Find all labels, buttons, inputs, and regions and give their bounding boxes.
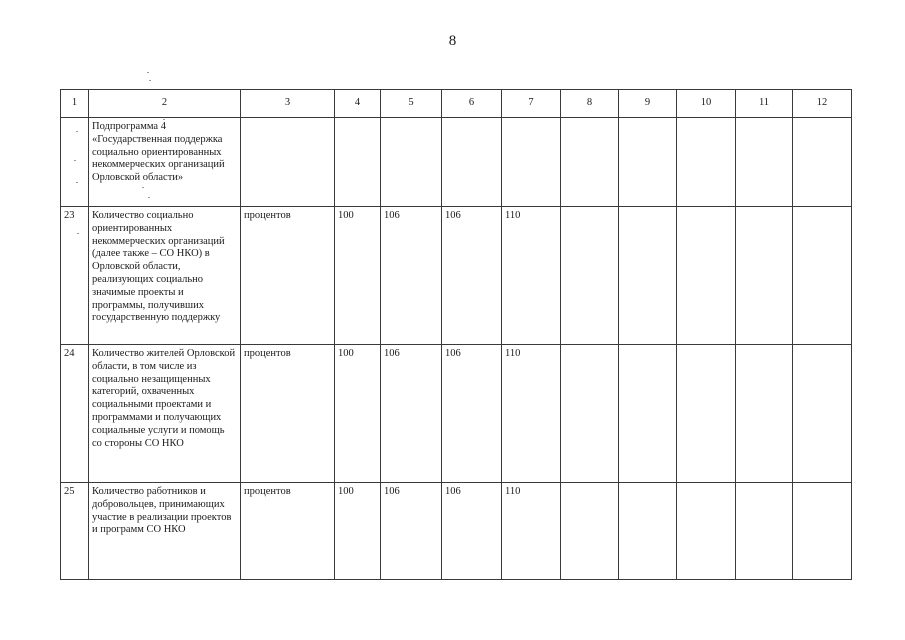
table-cell: [619, 118, 677, 207]
value-cell: 100: [335, 207, 381, 345]
table-cell: [677, 118, 736, 207]
column-header: 8: [561, 90, 619, 118]
unit-cell: процентов: [241, 207, 335, 345]
value-cell: 106: [381, 345, 442, 483]
table-row: [61, 483, 852, 580]
column-header: 6: [442, 90, 502, 118]
indicator-name-cell: Количество работников и добровольцев, принимающих участие в реализации проектов и программ СО НКО: [89, 483, 241, 580]
indicator-name-cell: Количество жителей Орловской области, в том числе из социально незащищенных категорий, охваченных социальными проектами и программами и получающих социальные услуги и помощь со стороны СО НКО: [89, 345, 241, 483]
indicator-name-cell: Количество социально ориентированных некоммерческих организаций (далее также – СО НКО) в Орловской области, реализующих социально значимые проекты и программы, получивших государственную поддержку: [89, 207, 241, 345]
column-header: 12: [793, 90, 852, 118]
indicators-table: [60, 89, 852, 580]
value-cell: 110: [502, 483, 561, 580]
subprogram-row: [61, 118, 852, 207]
value-cell: 110: [502, 207, 561, 345]
row-number-cell: 25: [61, 483, 89, 580]
table-cell: [736, 118, 793, 207]
table-cell: [241, 118, 335, 207]
value-cell: 106: [381, 483, 442, 580]
value-cell: [793, 483, 852, 580]
value-cell: [677, 345, 736, 483]
value-cell: [561, 483, 619, 580]
value-cell: [619, 345, 677, 483]
row-number-cell: 24: [61, 345, 89, 483]
value-cell: [793, 345, 852, 483]
value-cell: [561, 207, 619, 345]
value-cell: 100: [335, 483, 381, 580]
row-number-cell: [61, 118, 89, 207]
page-number: 8: [448, 33, 457, 49]
value-cell: 106: [442, 483, 502, 580]
column-header: 1: [61, 90, 89, 118]
value-cell: 106: [381, 207, 442, 345]
column-header: 7: [502, 90, 561, 118]
column-header: 10: [677, 90, 736, 118]
value-cell: [561, 345, 619, 483]
unit-cell: процентов: [241, 345, 335, 483]
value-cell: 100: [335, 345, 381, 483]
value-cell: [736, 207, 793, 345]
value-cell: [619, 483, 677, 580]
value-cell: 106: [442, 207, 502, 345]
column-header: 11: [736, 90, 793, 118]
column-header: 2: [89, 90, 241, 118]
scan-speck: [149, 80, 151, 81]
table-row: [61, 345, 852, 483]
table-row: [61, 207, 852, 345]
column-header: 9: [619, 90, 677, 118]
column-header: 3: [241, 90, 335, 118]
value-cell: [736, 345, 793, 483]
table-cell: [381, 118, 442, 207]
table-cell: [793, 118, 852, 207]
unit-cell: процентов: [241, 483, 335, 580]
value-cell: [793, 207, 852, 345]
value-cell: 106: [442, 345, 502, 483]
subprogram-heading: Подпрограмма 4 «Государственная поддержка социально ориентированных некоммерческих организаций Орловской области»: [89, 118, 241, 207]
column-header: 5: [381, 90, 442, 118]
scan-speck: [147, 72, 149, 73]
value-cell: [736, 483, 793, 580]
table-header-row: [61, 90, 852, 118]
table-cell: [442, 118, 502, 207]
value-cell: [677, 207, 736, 345]
value-cell: [619, 207, 677, 345]
row-number-cell: 23: [61, 207, 89, 345]
table-cell: [335, 118, 381, 207]
table-cell: [502, 118, 561, 207]
value-cell: [677, 483, 736, 580]
value-cell: 110: [502, 345, 561, 483]
column-header: 4: [335, 90, 381, 118]
table-cell: [561, 118, 619, 207]
